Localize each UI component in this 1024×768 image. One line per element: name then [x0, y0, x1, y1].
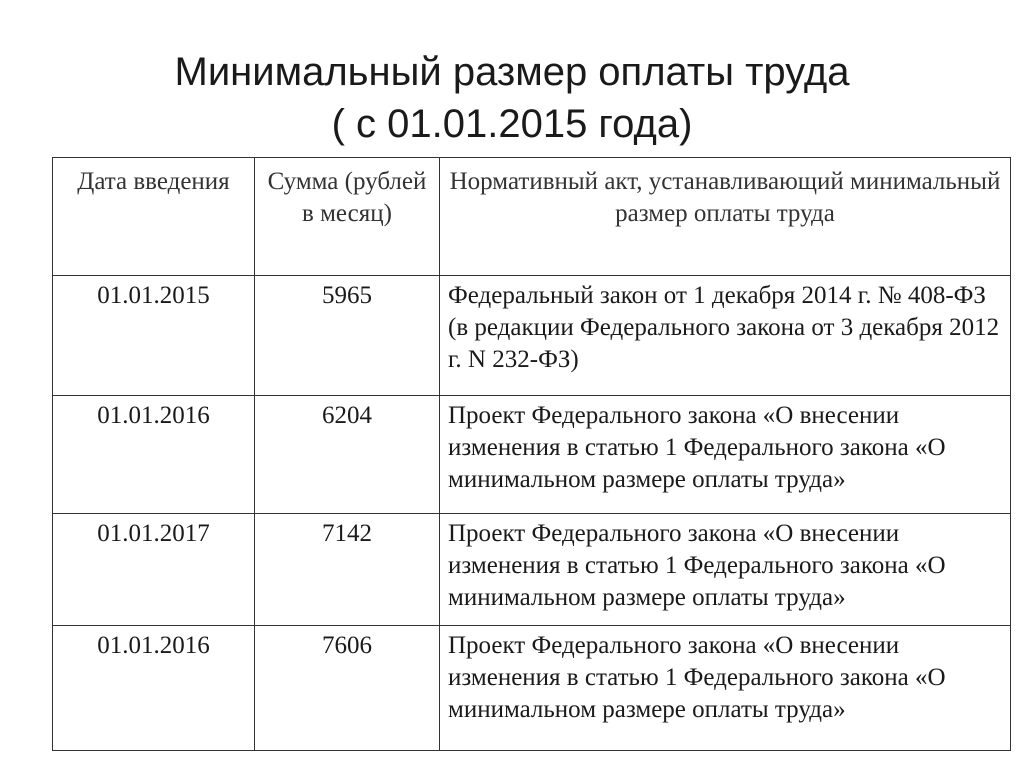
table-row [53, 626, 1011, 751]
cell-act: Проект Федерального закона «О внесении изменения в статью 1 Федерального закона «О минимальном размере оплаты труда» [440, 626, 1011, 751]
cell-date: 01.01.2015 [53, 276, 255, 396]
table-row [53, 514, 1011, 626]
cell-date: 01.01.2016 [53, 396, 255, 514]
minimum-wage-table [52, 157, 1011, 751]
cell-sum: 7606 [255, 626, 440, 751]
cell-act: Проект Федерального закона «О внесении изменения в статью 1 Федерального закона «О минимальном размере оплаты труда» [440, 396, 1011, 514]
cell-act: Проект Федерального закона «О внесении изменения в статью 1 Федерального закона «О минимальном размере оплаты труда» [440, 514, 1011, 626]
cell-date: 01.01.2016 [53, 626, 255, 751]
table-body [53, 276, 1011, 751]
header-act: Нормативный акт, устанавливающий минимальный размер оплаты труда [440, 158, 1011, 276]
cell-act: Федеральный закон от 1 декабря 2014 г. № 408-ФЗ (в редакции Федерального закона от 3 декабря 2012 г. N 232-ФЗ) [440, 276, 1011, 396]
page-title-line-1: Минимальный размер оплаты труда [174, 50, 850, 94]
table-header [53, 158, 1011, 276]
page-title [0, 46, 1024, 150]
page-title-line-2: ( с 01.01.2015 года) [331, 102, 693, 146]
table-row [53, 276, 1011, 396]
table-header-row [53, 158, 1011, 276]
cell-sum: 7142 [255, 514, 440, 626]
header-date: Дата введения [53, 158, 255, 276]
table-row [53, 396, 1011, 514]
cell-sum: 5965 [255, 276, 440, 396]
cell-date: 01.01.2017 [53, 514, 255, 626]
cell-sum: 6204 [255, 396, 440, 514]
header-sum: Сумма (рублей в месяц) [255, 158, 440, 276]
